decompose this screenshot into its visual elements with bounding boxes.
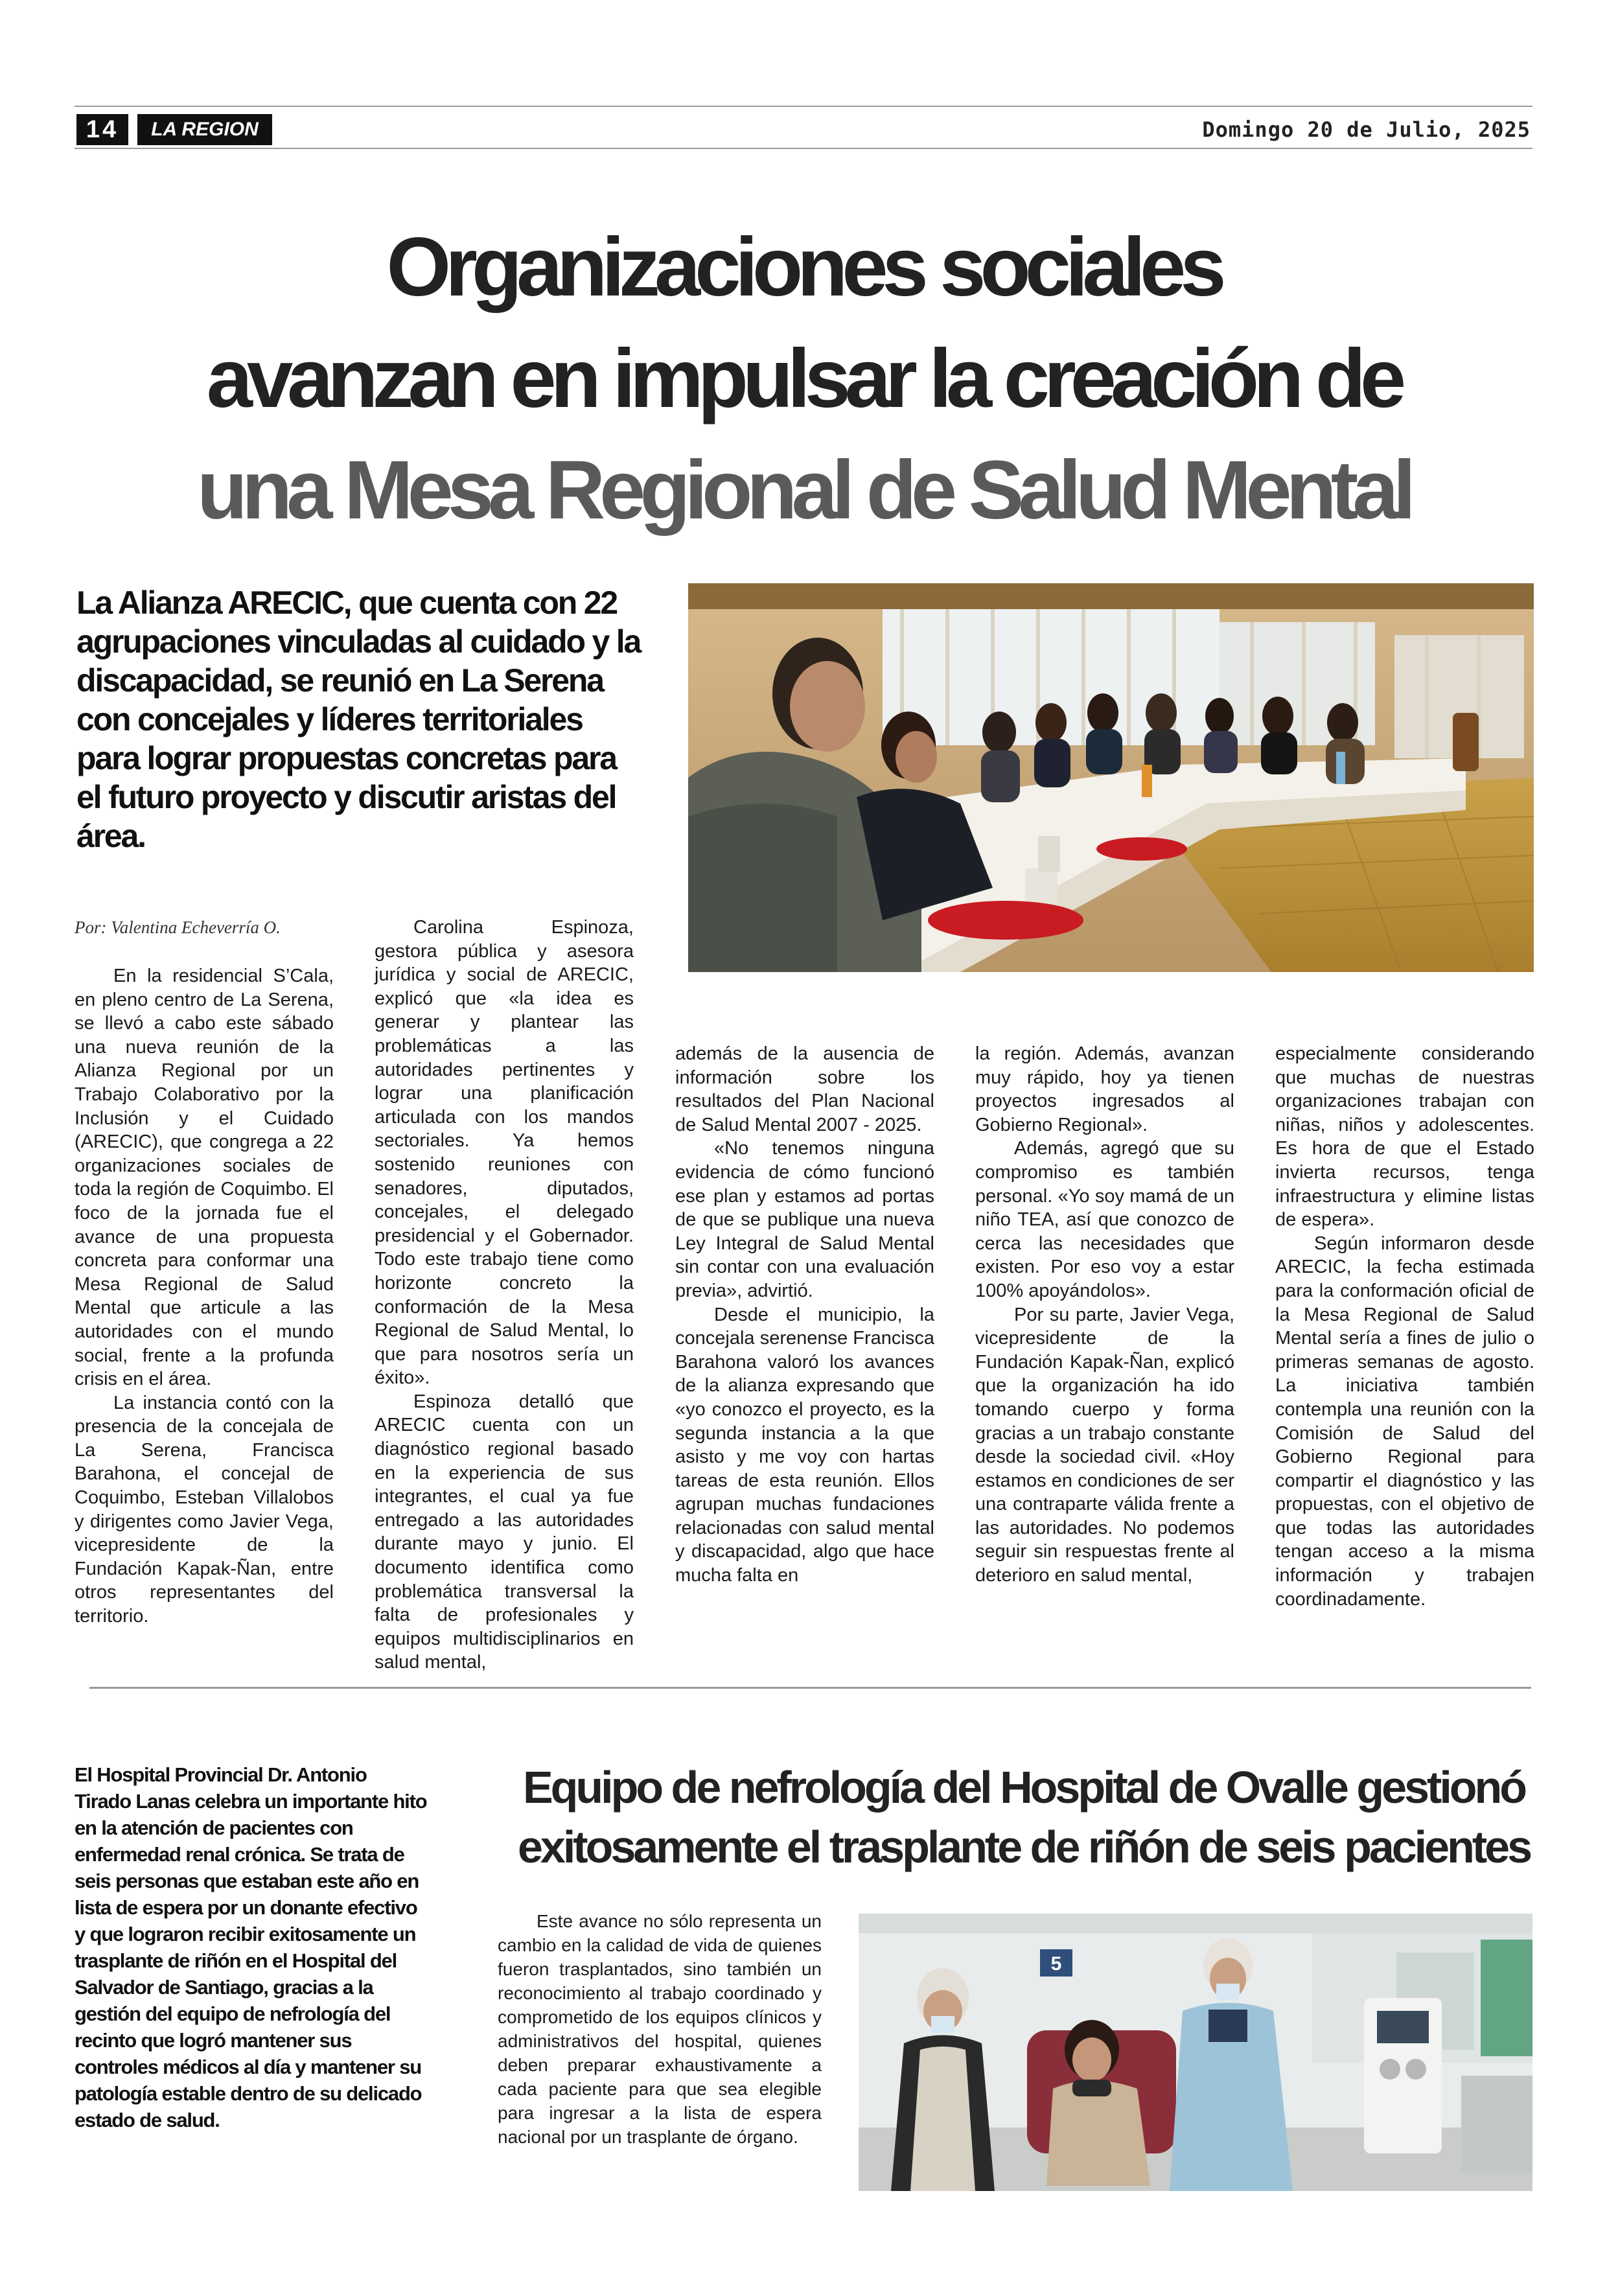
newspaper-logo: LA REGION: [137, 114, 272, 145]
article-column-3: [675, 1042, 934, 1588]
header-top-rule: [75, 106, 1532, 107]
article-column-1: [75, 964, 334, 1629]
hospital-photo: [859, 1914, 1532, 2191]
paragraph: «No tenemos ninguna evidencia de cómo funcionó ese plan y estamos ad portas de que se publique una nueva Ley Integral de Salud Mental sin contar con una evaluación previa», advirtió.: [675, 1138, 934, 1301]
article-column-4: [975, 1042, 1234, 1588]
issue-date: Domingo 20 de Julio, 2025: [1202, 117, 1531, 142]
article-column-2: [375, 916, 634, 1675]
meeting-photo: [688, 583, 1534, 972]
article-lead: La Alianza ARECIC, que cuenta con 22 agrupaciones vinculadas al cuidado y la discapacidad, se reunió en La Serena con concejales y líderes territoriales para lograr propuestas concretas para el futuro proyecto y discutir aristas del área.: [76, 585, 641, 854]
paragraph: Carolina Espinoza, gestora pública y asesora jurídica y social de ARECIC, explicó que «la idea es generar y plantear las problemáticas a las autoridades pertinentes y lograr una planificación articulada con los mandos sectoriales. Ya hemos sostenido reuniones con senadores, diputados, concejales, el delegado presidencial y el Gobernador. Todo este trabajo tiene como horizonte concreto la conformación de la Mesa Regional de Salud Mental, lo que para nosotros sería un éxito».: [375, 917, 634, 1389]
story2-summary: El Hospital Provincial Dr. Antonio Tirado Lanas celebra un importante hito en la atención de pacientes con enfermedad renal crónica. Se trata de seis personas que estaban este año en lista de espera por un donante efectivo y que lograron recibir exitosamente un trasplante de riñón en el Hospital del Salvador de Santiago, gracias a la gestión del equipo de nefrología del recinto que logró mantener sus controles médicos al día y mantener su patología estable dentro de su delicado estado de salud.: [75, 1763, 427, 2131]
paragraph: En la residencial S’Cala, en pleno centro de La Serena, se llevó a cabo este sábado una nueva reunión de la Alianza Regional por un Trabajo Colaborativo por la Inclusión y el Cuidado (ARECIC), que congrega a 22 organizaciones sociales de toda la región de Coquimbo. El foco de la jornada fue el avance de una propuesta concreta para conformar una Mesa Regional de Salud Mental que articule a las autoridades con el mundo social, frente a la profunda crisis en el área.: [75, 966, 334, 1390]
paragraph: especialmente considerando que muchas de nuestras organizaciones trabajan con niñas, niños y adolescentes. Es hora de que el Estado invierta recursos, tenga infraestructura y elimine listas de espera».: [1275, 1043, 1534, 1231]
paragraph: Además, agregó que su compromiso es también personal. «Yo soy mamá de un niño TEA, así que conozco de cerca las necesidades que existen. Por eso voy a estar 100% apoyándolos».: [975, 1138, 1234, 1301]
byline: Por: Valentina Echeverría O.: [75, 918, 281, 937]
paragraph: además de la ausencia de información sobre los resultados del Plan Nacional de Salud Mental 2007 - 2025.: [675, 1043, 934, 1135]
story2-headline-line-1: Equipo de nefrología del Hospital de Ovalle gestionó: [522, 1762, 1525, 1813]
paragraph: La instancia contó con la presencia de la concejala de La Serena, Francisca Barahona, el concejal de Coquimbo, Esteban Villalobos y dirigentes como Javier Vega, vicepresidente de la Fundación Kapak-Ñan, entre otros representantes del territorio.: [75, 1392, 334, 1627]
story2-body: [498, 1909, 822, 2149]
header-bottom-rule: [75, 148, 1532, 149]
paragraph: Espinoza detalló que ARECIC cuenta con un diagnóstico regional basado en la experiencia de sus integrantes, el cual ya fue entregado a las autoridades durante mayo y junio. El documento identifica como problemática transversal la falta de profesionales y equipos multidisciplinarios en salud mental,: [375, 1391, 634, 1673]
headline-line-2: avanzan en impulsar la creación de: [206, 332, 1401, 425]
paragraph: Por su parte, Javier Vega, vicepresidente de la Fundación Kapak-Ñan, explicó que la organización ha ido tomando cuerpo y forma gracias a un trabajo constante desde la sociedad civil. «Hoy estamos en condiciones de ser una contraparte válida frente a las autoridades. No podemos seguir sin respuestas frente al deterioro en salud mental,: [975, 1304, 1234, 1586]
headline-line-1: Organizaciones sociales: [386, 221, 1221, 314]
room-number-sign: 5: [1050, 1953, 1062, 1975]
story2-headline-line-2: exitosamente el trasplante de riñón de seis pacientes: [518, 1822, 1530, 1872]
paragraph: la región. Además, avanzan muy rápido, hoy ya tienen proyectos ingresados al Gobierno Regional».: [975, 1043, 1234, 1135]
paragraph: Según informaron desde ARECIC, la fecha estimada para la conformación oficial de la Mesa Regional de Salud Mental sería a fines de julio o primeras semanas de agosto. La iniciativa también contempla una reunión con la Comisión de Salud del Gobierno Regional para compartir el diagnóstico y las propuestas, con el objetivo de que todas las autoridades tengan acceso a la misma información y trabajen coordinadamente.: [1275, 1233, 1534, 1610]
paragraph: Desde el municipio, la concejala serenense Francisca Barahona valoró los avances de la alianza expresando que «yo conozco el proyecto, es la segunda instancia a la que asisto y me voy con hartas tareas de esta reunión. Ellos agrupan muchas fundaciones relacionadas con salud mental y discapacidad, algo que hace mucha falta en: [675, 1304, 934, 1586]
paragraph: Este avance no sólo representa un cambio en la calidad de vida de quienes fueron trasplantados, sino también un reconocimiento al trabajo coordinado y comprometido de los equipos clínicos y administrativos del hospital, quienes deben preparar exhaustivamente a cada paciente para que sea elegible para ingresar a la lista de espera nacional por un trasplante de órgano.: [498, 1911, 822, 2147]
headline-line-3: una Mesa Regional de Salud Mental: [196, 444, 1411, 537]
section-divider: [89, 1687, 1531, 1689]
article-column-5: [1275, 1042, 1534, 1611]
page-number: 14: [76, 114, 128, 145]
